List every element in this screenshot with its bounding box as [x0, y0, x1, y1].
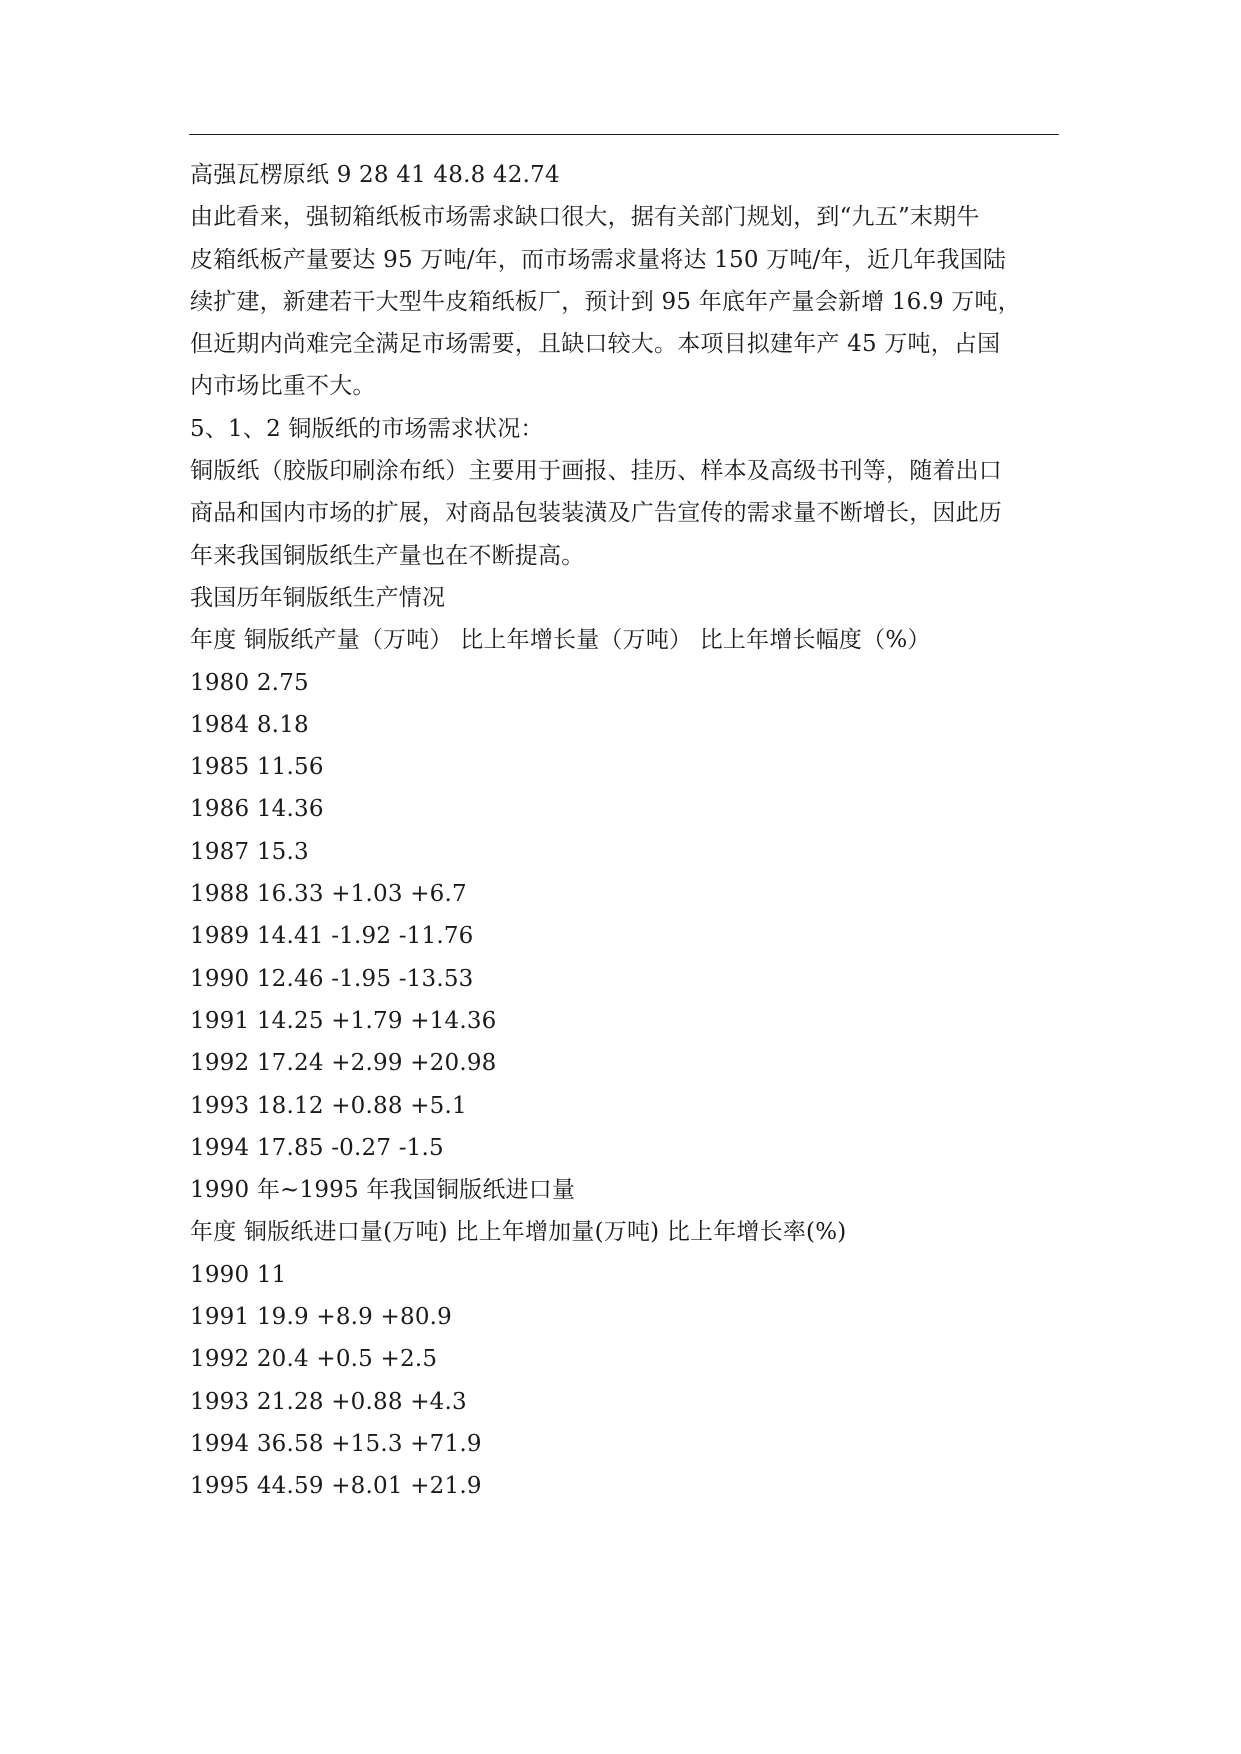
table-title: 我国历年铜版纸生产情况	[190, 584, 446, 611]
table-header: 年度 铜版纸产量（万吨） 比上年增长量（万吨） 比上年增长幅度（%）	[190, 627, 931, 654]
paragraph-line: 皮箱纸板产量要达 95 万吨/年，而市场需求量将达 150 万吨/年，近几年我国陆	[190, 246, 1007, 273]
table-row: 1995 44.59 +8.01 +21.9	[190, 1473, 482, 1500]
paragraph-line: 续扩建，新建若干大型牛皮箱纸板厂，预计到 95 年底年产量会新增 16.9 万吨，	[190, 288, 1021, 315]
table-row: 1991 19.9 +8.9 +80.9	[190, 1304, 453, 1331]
import-table	[190, 1169, 1060, 1507]
table-row: 1994 17.85 -0.27 -1.5	[190, 1134, 444, 1161]
paragraph-line: 商品和国内市场的扩展，对商品包装装潢及广告宣传的需求量不断增长，因此历	[190, 500, 1002, 527]
table-row: 1994 36.58 +15.3 +71.9	[190, 1430, 482, 1457]
paragraph-line: 铜版纸（胶版印刷涂布纸）主要用于画报、挂历、样本及高级书刊等，随着出口	[190, 458, 1002, 485]
table-title: 1990 年~1995 年我国铜版纸进口量	[190, 1177, 576, 1204]
paragraph-line: 由此看来，强韧箱纸板市场需求缺口很大，据有关部门规划，到“九五”末期牛	[190, 204, 980, 231]
production-table	[190, 577, 1060, 1169]
section-heading: 5、1、2 铜版纸的市场需求状况：	[190, 415, 544, 442]
table-row: 1990 11	[190, 1261, 287, 1288]
table-row: 1984 8.18	[190, 711, 309, 738]
table-row: 1992 20.4 +0.5 +2.5	[190, 1346, 438, 1373]
table-row: 1985 11.56	[190, 754, 324, 781]
table-header: 年度 铜版纸进口量(万吨) 比上年增加量(万吨) 比上年增长率(%)	[190, 1219, 847, 1246]
table-row: 1980 2.75	[190, 669, 309, 696]
table-row: 1992 17.24 +2.99 +20.98	[190, 1050, 497, 1077]
header-rule	[189, 134, 1059, 135]
page-body	[190, 154, 1060, 1508]
table-row: 1993 21.28 +0.88 +4.3	[190, 1388, 467, 1415]
paragraph-coated-paper	[190, 450, 1060, 577]
table-row: 1987 15.3	[190, 838, 309, 865]
paragraph-line: 但近期内尚难完全满足市场需要，且缺口较大。本项目拟建年产 45 万吨，占国	[190, 331, 1001, 358]
table-row: 1989 14.41 -1.92 -11.76	[190, 923, 474, 950]
table-row: 1990 12.46 -1.95 -13.53	[190, 965, 474, 992]
table-row: 1991 14.25 +1.79 +14.36	[190, 1007, 497, 1034]
paragraph-demand-gap	[190, 196, 1060, 407]
table-row: 1988 16.33 +1.03 +6.7	[190, 881, 467, 908]
table-row: 1993 18.12 +0.88 +5.1	[190, 1092, 467, 1119]
paragraph-line: 内市场比重不大。	[190, 373, 376, 400]
table-row: 1986 14.36	[190, 796, 324, 823]
paragraph-line: 年来我国铜版纸生产量也在不断提高。	[190, 542, 585, 569]
intro-line: 高强瓦楞原纸 9 28 41 48.8 42.74	[190, 162, 560, 188]
